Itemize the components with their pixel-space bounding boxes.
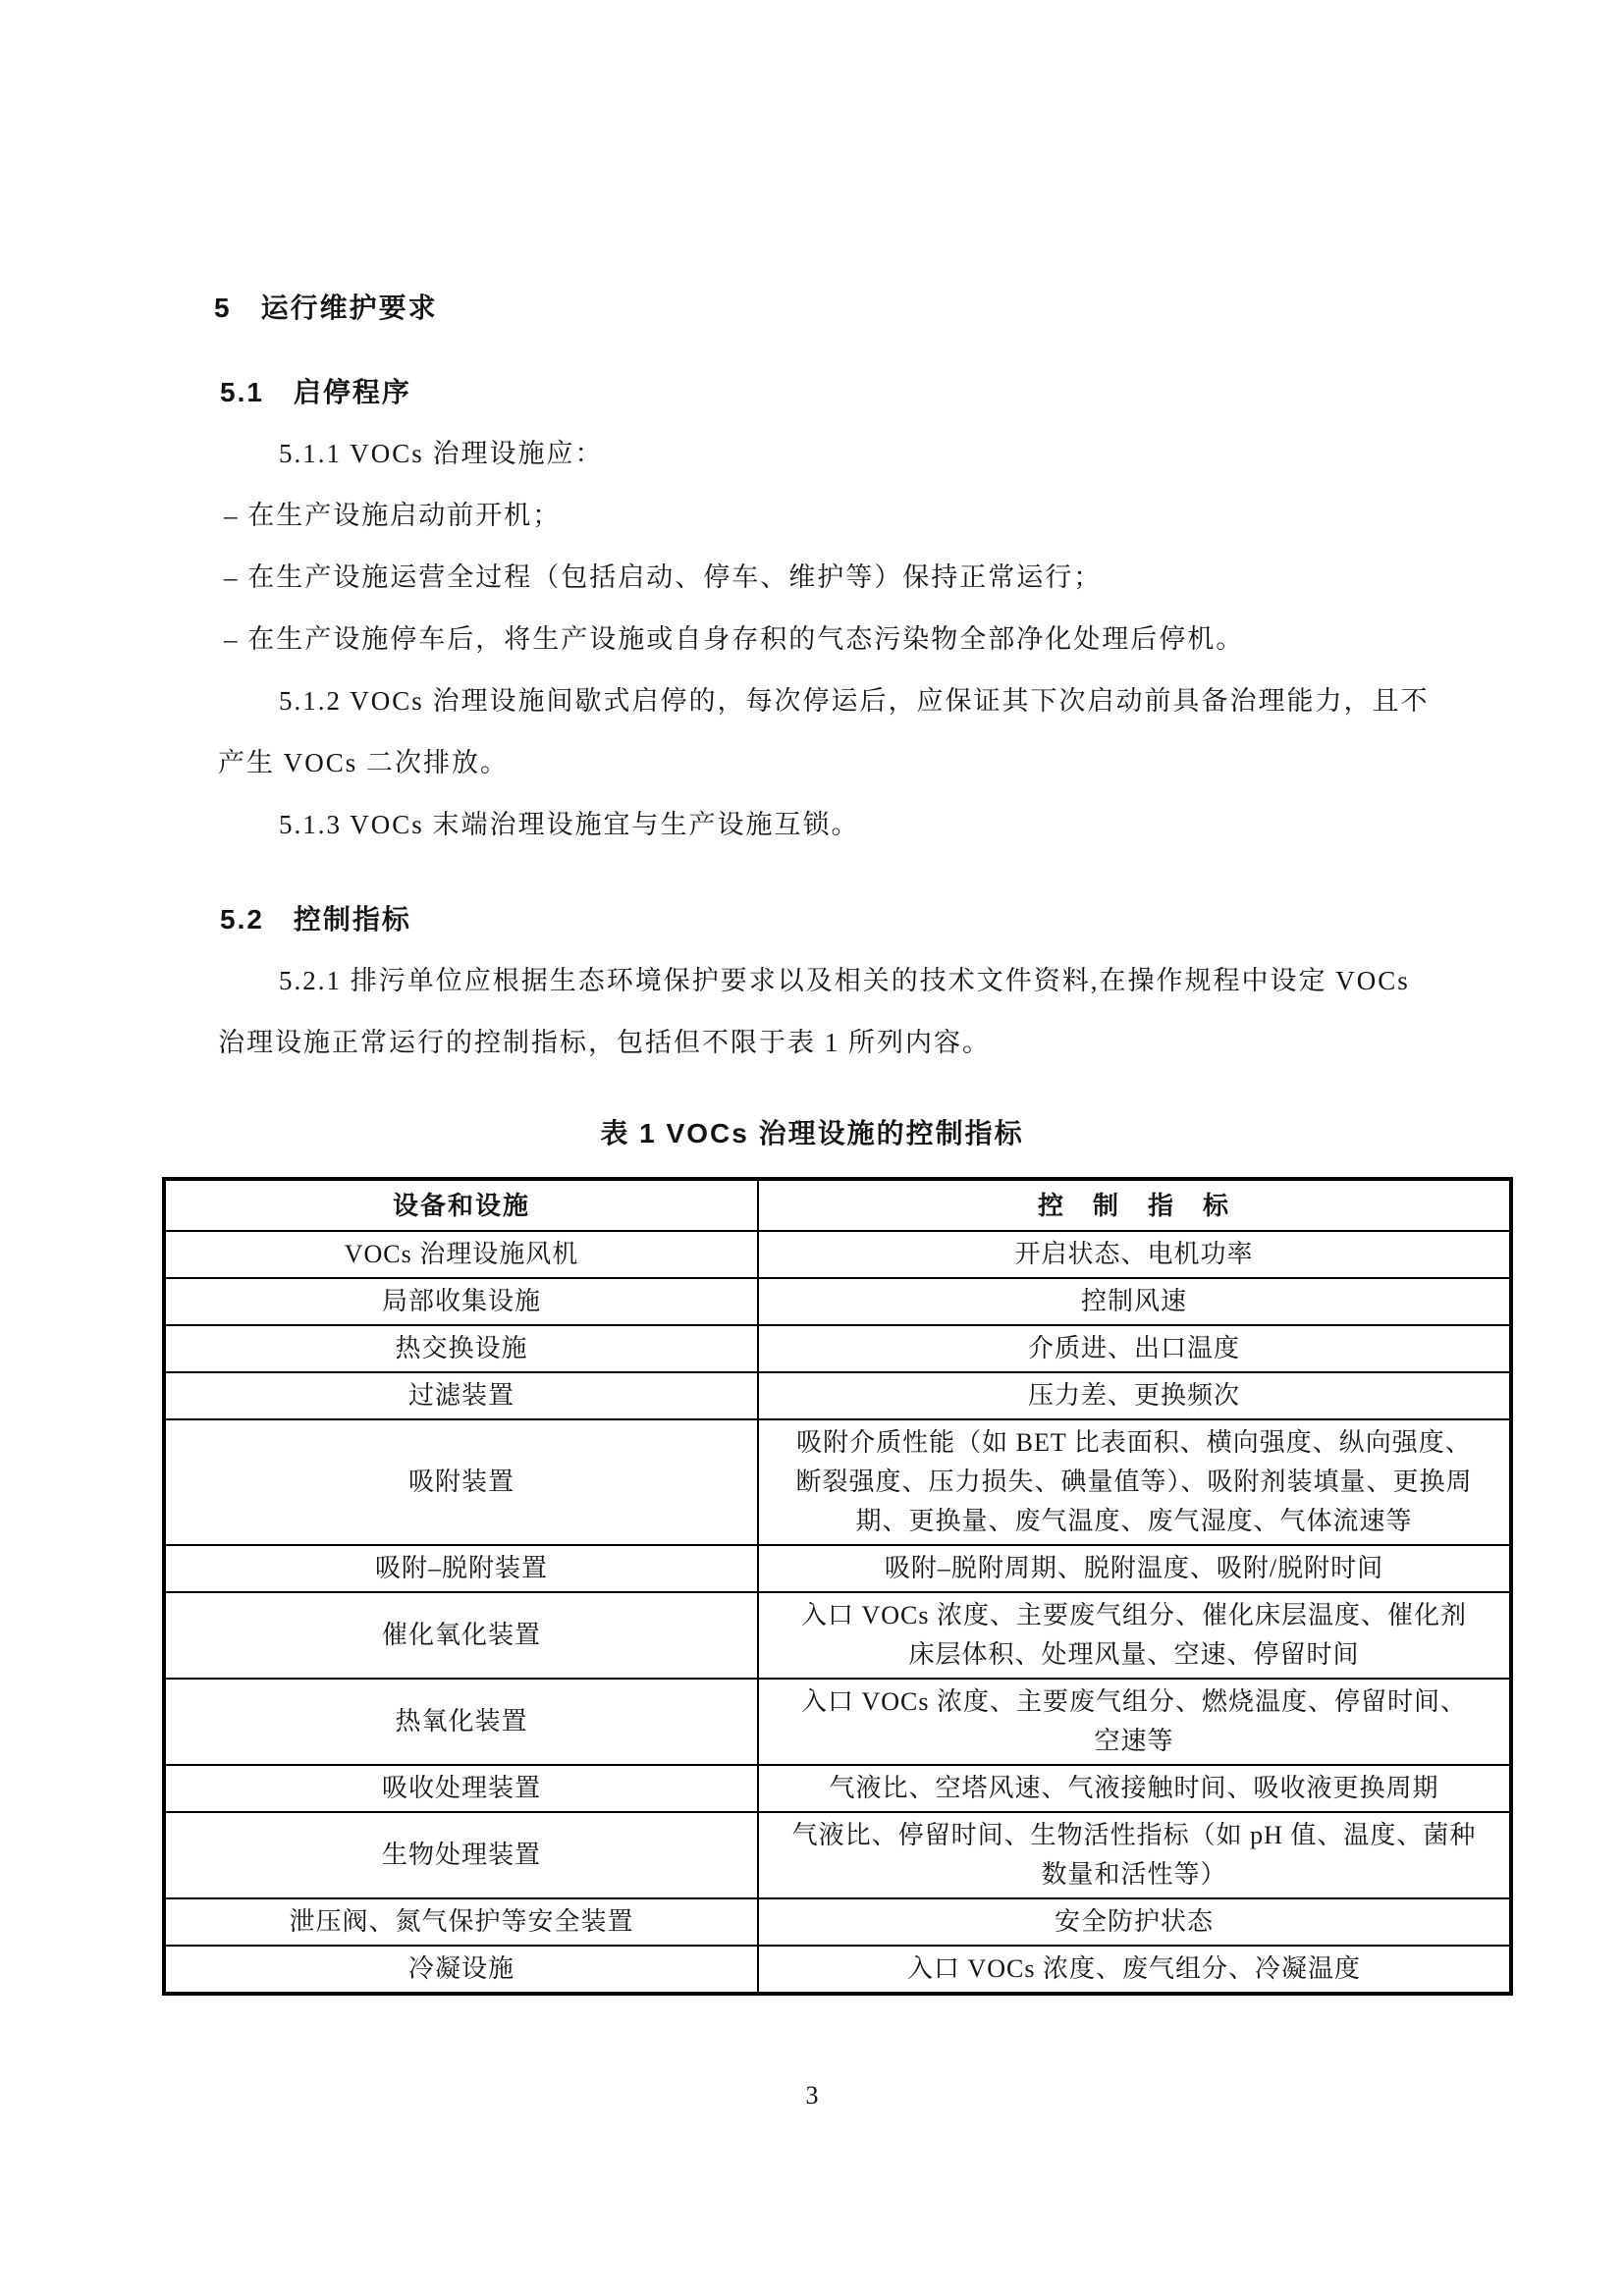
page-number: 3 (805, 2081, 819, 2109)
paragraph-5-2-1-line1: 5.2.1 排污单位应根据生态环境保护要求以及相关的技术文件资料,在操作规程中设定 VOCs (279, 966, 1410, 995)
table-caption: 表 1 VOCs 治理设施的控制指标 (600, 1118, 1024, 1148)
table-row (164, 1325, 1511, 1372)
table-row (164, 1592, 1511, 1679)
table-header (164, 1179, 1511, 1231)
section-heading-5-2: 5.2 控制指标 (220, 904, 411, 934)
indicator-cell: 气液比、停留时间、生物活性指标（如 pH 值、温度、菌种数量和活性等） (758, 1812, 1511, 1898)
table-row (164, 1679, 1511, 1765)
indicator-cell: 控制风速 (758, 1278, 1511, 1325)
paragraph-5-1-1: 5.1.1 VOCs 治理设施应： (279, 439, 604, 468)
header-cell-device: 设备和设施 (164, 1179, 758, 1231)
device-cell: 吸收处理装置 (164, 1765, 758, 1812)
device-cell: 热交换设施 (164, 1325, 758, 1372)
indicator-cell: 入口 VOCs 浓度、主要废气组分、催化床层温度、催化剂床层体积、处理风量、空速、停留时间 (758, 1592, 1511, 1679)
paragraph-5-1-3: 5.1.3 VOCs 末端治理设施宜与生产设施互锁。 (279, 810, 860, 839)
table-row (164, 1372, 1511, 1419)
indicator-cell: 开启状态、电机功率 (758, 1231, 1511, 1278)
bullet-item-3: – 在生产设施停车后，将生产设施或自身存积的气态污染物全部净化处理后停机。 (224, 624, 1245, 654)
indicator-cell: 入口 VOCs 浓度、主要废气组分、燃烧温度、停留时间、空速等 (758, 1679, 1511, 1765)
indicator-cell: 介质进、出口温度 (758, 1325, 1511, 1372)
device-cell: 吸附装置 (164, 1419, 758, 1545)
table-row (164, 1231, 1511, 1278)
table-row (164, 1898, 1511, 1946)
control-table-body (164, 1231, 1511, 1994)
device-cell: 泄压阀、氮气保护等安全装置 (164, 1898, 758, 1946)
device-cell: VOCs 治理设施风机 (164, 1231, 758, 1278)
table-row (164, 1545, 1511, 1592)
device-cell: 催化氧化装置 (164, 1592, 758, 1679)
table-row (164, 1278, 1511, 1325)
indicator-cell: 安全防护状态 (758, 1898, 1511, 1946)
section-heading-5-1: 5.1 启停程序 (220, 377, 411, 407)
indicator-cell: 气液比、空塔风速、气液接触时间、吸收液更换周期 (758, 1765, 1511, 1812)
device-cell: 局部收集设施 (164, 1278, 758, 1325)
table-row (164, 1419, 1511, 1545)
table-row (164, 1765, 1511, 1812)
device-cell: 冷凝设施 (164, 1946, 758, 1994)
paragraph-5-2-1-line2: 治理设施正常运行的控制指标，包括但不限于表 1 所列内容。 (218, 1028, 991, 1057)
control-indicators-table (162, 1177, 1513, 1996)
indicator-cell: 吸附–脱附周期、脱附温度、吸附/脱附时间 (758, 1545, 1511, 1592)
paragraph-5-1-2-line2: 产生 VOCs 二次排放。 (218, 748, 510, 777)
device-cell: 生物处理装置 (164, 1812, 758, 1898)
header-cell-indicator: 控 制 指 标 (758, 1179, 1511, 1231)
table-header-row (164, 1179, 1511, 1231)
device-cell: 吸附–脱附装置 (164, 1545, 758, 1592)
bullet-item-2: – 在生产设施运营全过程（包括启动、停车、维护等）保持正常运行； (224, 562, 1103, 592)
indicator-cell: 压力差、更换频次 (758, 1372, 1511, 1419)
indicator-cell: 吸附介质性能（如 BET 比表面积、横向强度、纵向强度、断裂强度、压力损失、碘量值等）、吸附剂装填量、更换周期、更换量、废气温度、废气湿度、气体流速等 (758, 1419, 1511, 1545)
table-row (164, 1812, 1511, 1898)
section-heading-5: 5 运行维护要求 (214, 293, 438, 323)
indicator-cell: 入口 VOCs 浓度、废气组分、冷凝温度 (758, 1946, 1511, 1994)
bullet-item-1: – 在生产设施启动前开机； (224, 501, 562, 530)
table-row (164, 1946, 1511, 1994)
paragraph-5-1-2-line1: 5.1.2 VOCs 治理设施间歇式启停的，每次停运后，应保证其下次启动前具备治理能力，且不 (279, 686, 1430, 716)
device-cell: 过滤装置 (164, 1372, 758, 1419)
device-cell: 热氧化装置 (164, 1679, 758, 1765)
